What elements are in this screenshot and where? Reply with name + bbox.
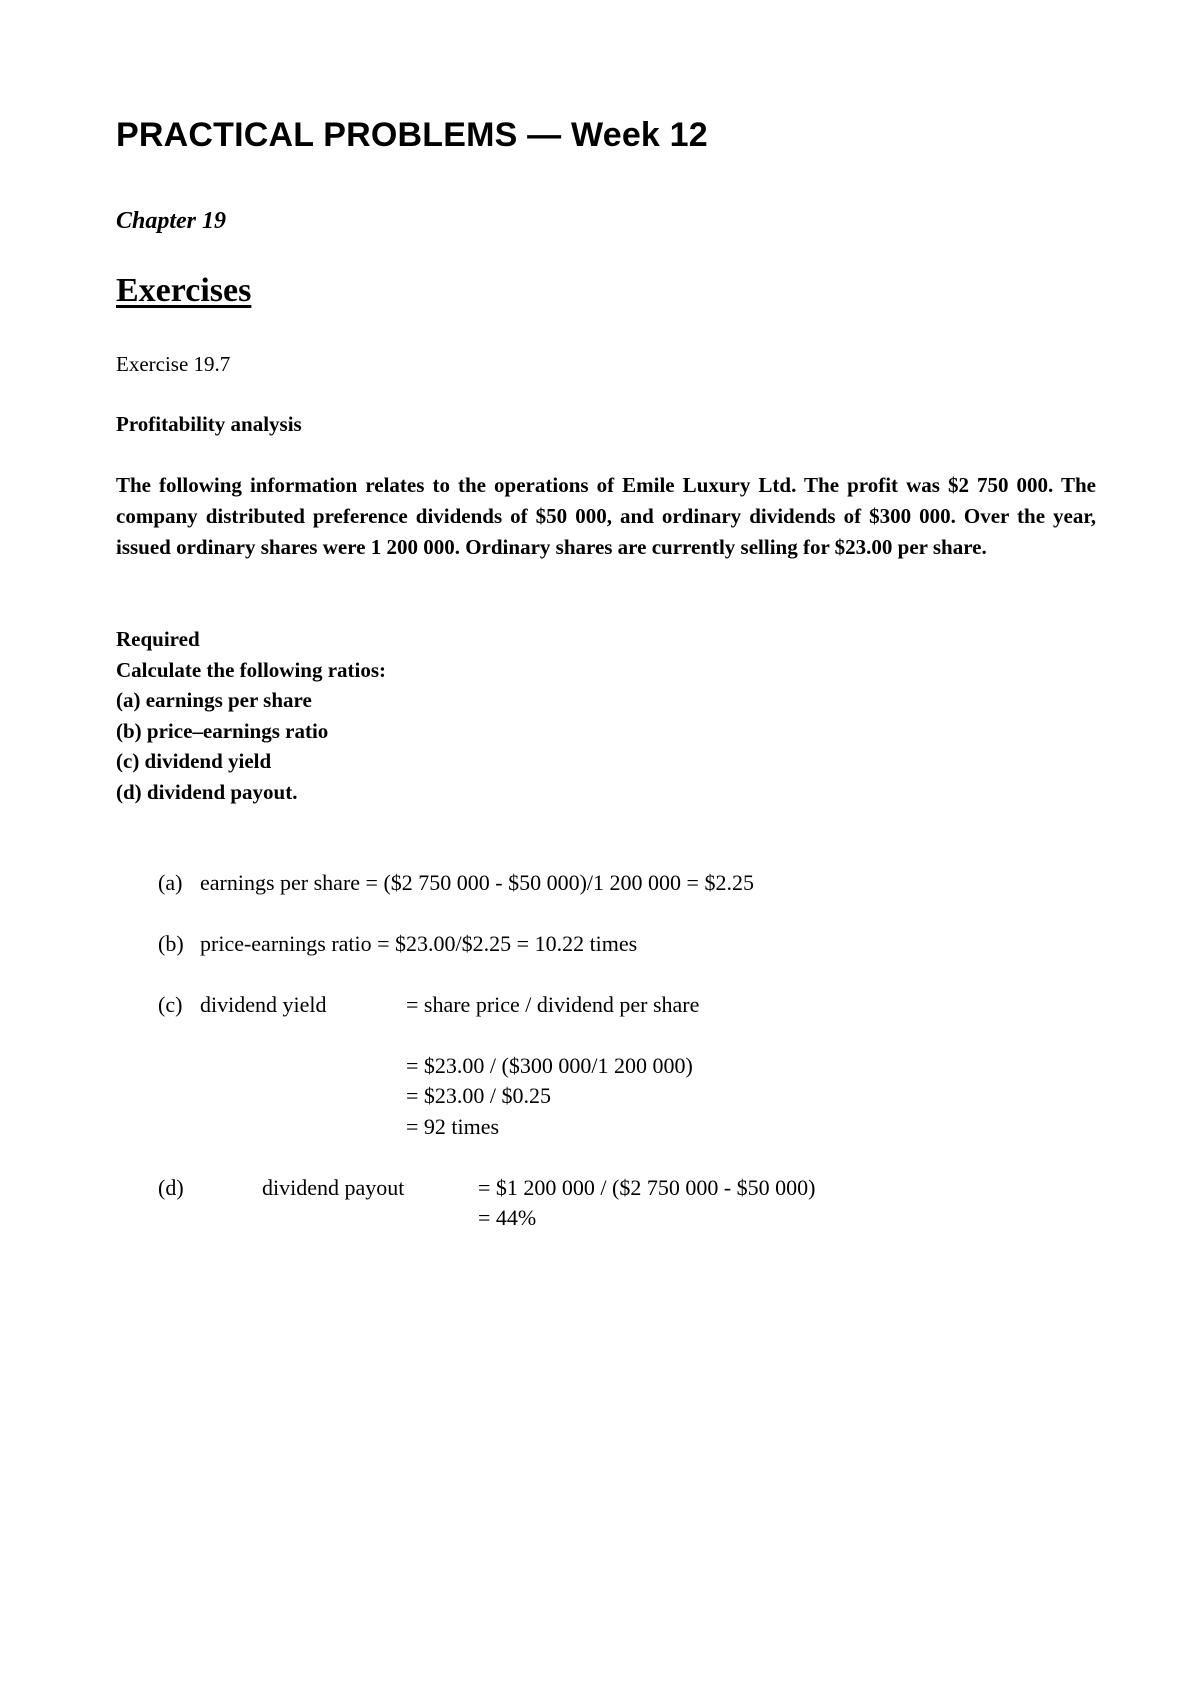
required-item: (d) dividend payout. (116, 779, 298, 804)
answer-d-line: = $1 200 000 / ($2 750 000 - $50 000) (478, 1175, 816, 1200)
answer-c-marker: (c) (158, 992, 183, 1017)
exercise-paragraph: The following information relates to the operations of Emile Luxury Ltd. The profit was $2 750 000. The company distributed preference dividends of $50 000, and ordinary dividends of $300 000. Over the year, issued ordinary shares were 1 200 000. Ordinary shares are currently selling for $23.00 per share. (116, 473, 1096, 559)
answer-a-marker: (a) (158, 870, 183, 895)
required-item: (a) earnings per share (116, 688, 312, 712)
required-label: Required (116, 627, 200, 651)
answer-c-label: dividend yield (200, 992, 327, 1017)
instruction-text: Calculate the following ratios: (116, 657, 387, 682)
answer-b-marker: (b) (158, 931, 184, 956)
answer-c-line: = $23.00 / ($300 000/1 200 000) (406, 1053, 693, 1078)
chapter-label: Chapter 19 (116, 208, 227, 234)
answer-d-label: dividend payout (262, 1175, 405, 1200)
answer-c-line: = $23.00 / $0.25 (406, 1083, 552, 1108)
answer-c-line: = share price / dividend per share (406, 992, 700, 1017)
exercise-number: Exercise 19.7 (116, 352, 231, 376)
page-title: PRACTICAL PROBLEMS — Week 12 (116, 116, 708, 154)
answer-d-line: = 44% (478, 1205, 537, 1230)
exercise-topic: Profitability analysis (116, 412, 302, 436)
answer-c-line: = 92 times (406, 1114, 500, 1139)
section-heading: Exercises (116, 272, 252, 309)
required-item: (c) dividend yield (116, 749, 272, 773)
answer-b-text: price-earnings ratio = $23.00/$2.25 = 10.22 times (200, 931, 638, 956)
required-item: (b) price–earnings ratio (116, 718, 329, 743)
answer-a-text: earnings per share = ($2 750 000 - $50 000)/1 200 000 = $2.25 (200, 870, 754, 895)
answer-d-marker: (d) (158, 1175, 184, 1200)
required-block (116, 624, 386, 807)
